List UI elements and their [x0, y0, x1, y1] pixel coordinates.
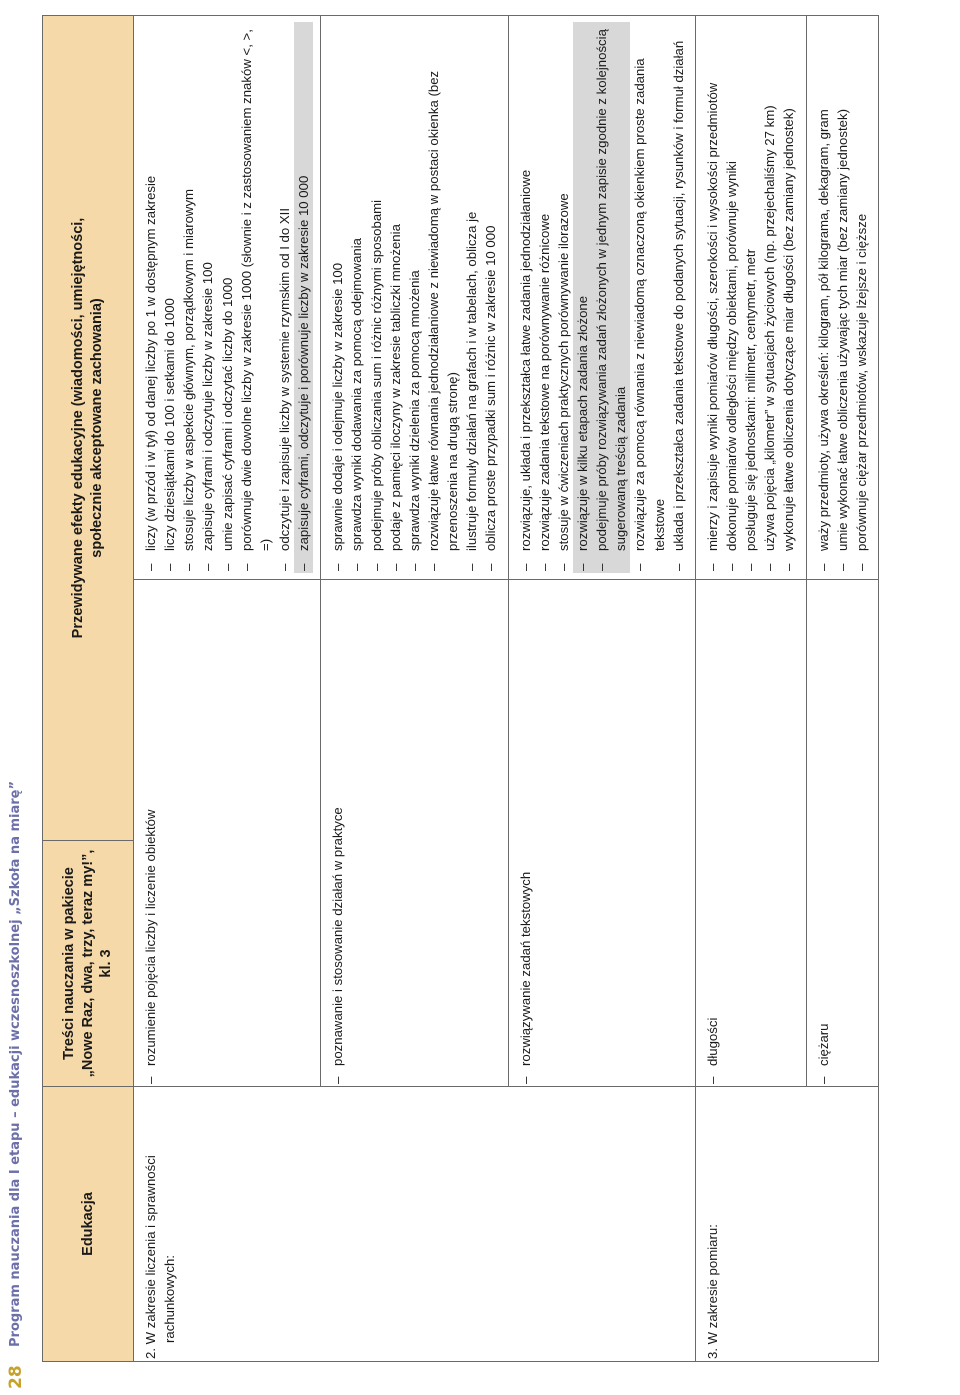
list-item: – rozwiązuje, układa i przekształca łatwe zadania jednodziałaniowe: [516, 22, 535, 573]
list-item: – dokonuje pomiarów odległości między obiektami, porównuje wyniki: [722, 22, 741, 573]
outcomes-cell: [806, 16, 878, 580]
list-item: – umie zapisać cyframi i odczytać liczby do 1000: [218, 22, 237, 573]
list-item: – układa i przekształca zadania tekstowe do podanych sytuacji, rysunków i formuł działań: [669, 22, 688, 573]
list-item: – używa pojęcia „kilometr” w sytuacjach życiowych (np. przejechaliśmy 27 km): [760, 22, 779, 573]
header-edukacja: Edukacja: [43, 1087, 134, 1362]
outcomes-cell: [695, 16, 806, 580]
list-item: – rozwiązuje łatwe równania jednodziałaniowe z niewiadomą w postaci okienka (bez przenoszenia na drugą stronę): [424, 22, 462, 573]
list-item: – oblicza proste przypadki sum i różnic w zakresie 10 000: [481, 22, 500, 573]
section-label: 3. W zakresie pomiaru:: [695, 1087, 878, 1362]
table-header-row: [43, 16, 134, 1362]
header-efekty-line2: społecznie akceptowane zachowania): [89, 298, 105, 558]
topic-cell: – rozwiązywanie zadań tekstowych: [508, 580, 695, 1087]
page-footer: [0, 0, 40, 1395]
list-item: – porównuje ciężar przedmiotów, wskazuje lżejsze i cięższe: [852, 22, 871, 573]
outcomes-cell: [134, 16, 321, 580]
list-item: – podejmuje próby obliczania sum i różnic różnymi sposobami: [367, 22, 386, 573]
table-row: [134, 16, 321, 1362]
list-item: – rozwiązuje za pomocą równania z niewiadomą oznaczoną okienkiem proste zadania tekstowe: [630, 22, 668, 573]
list-item: – odczytuje i zapisuje liczby w systemie rzymskim od I do XII: [275, 22, 294, 573]
header-efekty: [43, 16, 134, 841]
list-item: – porównuje dwie dowolne liczby w zakresie 1000 (słownie i z zastosowaniem znaków <, >, =): [237, 22, 275, 573]
list-item: – stosuje w ćwiczeniach praktycznych porównywanie ilorazowe: [554, 22, 573, 573]
footer-title: Program nauczania dla I etapu – edukacji wczesnoszkolnej „Szkoła na miarę”: [8, 780, 23, 1347]
header-efekty-line1: Przewidywane efekty edukacyjne (wiadomości, umiejętności,: [70, 217, 87, 639]
list-item: – umie wykonać łatwe obliczenia używając tych miar (bez zamiany jednostek): [833, 22, 852, 573]
list-item: – liczy dziesiątkami do 100 i setkami do 1000: [160, 22, 179, 573]
list-item: – posługuje się jednostkami: milimetr, centymetr, metr: [741, 22, 760, 573]
list-item: – sprawdza wyniki dzielenia za pomocą mnożenia: [405, 22, 424, 573]
list-item: – liczy (w przód i w tył) od danej liczby po 1 w dostępnym zakresie: [141, 22, 160, 573]
list-item: – podejmuje próby rozwiązywania zadań złożonych w jednym zapisie zgodnie z kolejnością sugerowaną treścią zadania: [592, 22, 630, 573]
list-item: – stosuje liczby w aspekcie głównym, porządkowym i miarowym: [179, 22, 198, 573]
list-item: – waży przedmioty, używa określeń: kilogram, pół kilograma, dekagram, gram: [814, 22, 833, 573]
topic-cell: – rozumienie pojęcia liczby i liczenie obiektów: [134, 580, 321, 1087]
list-item: – zapisuje cyframi, odczytuje i porównuje liczby w zakresie 10 000: [294, 22, 313, 573]
list-item: – wykonuje łatwe obliczenia dotyczące miar długości (bez zamiany jednostek): [779, 22, 798, 573]
list-item: – mierzy i zapisuje wyniki pomiarów długości, szerokości i wysokości przedmiotów: [703, 22, 722, 573]
outcomes-cell: [508, 16, 695, 580]
curriculum-table: [42, 15, 879, 1362]
list-item: – ilustruje formuły działań na grafach i w tabelach, oblicza je: [462, 22, 481, 573]
list-item: – podaje z pamięci iloczyny w zakresie tabliczki mnożenia: [386, 22, 405, 573]
curriculum-table-rotated: [42, 2, 960, 1362]
table-row: [695, 16, 806, 1362]
list-item: – rozwiązuje zadania tekstowe na porównywanie różnicowe: [535, 22, 554, 573]
list-item: – zapisuje cyframi i odczytuje liczby w zakresie 100: [198, 22, 217, 573]
list-item: – rozwiązuje w kilku etapach zadania złożone: [573, 22, 592, 573]
section-label: 2. W zakresie liczenia i sprawności rachunkowych:: [134, 1087, 696, 1362]
list-item: – sprawdza wyniki dodawania za pomocą odejmowania: [347, 22, 366, 573]
page-number: 28: [6, 1365, 26, 1389]
header-tresci: Treści nauczania w pakiecie „Nowe Raz, dwa, trzy, teraz my!”, kl. 3: [43, 841, 134, 1087]
topic-cell: – poznawanie i stosowanie działań w praktyce: [321, 580, 508, 1087]
topic-cell: – długości: [695, 580, 806, 1087]
list-item: – sprawnie dodaje i odejmuje liczby w zakresie 100: [328, 22, 347, 573]
outcomes-cell: [321, 16, 508, 580]
topic-cell: – ciężaru: [806, 580, 878, 1087]
